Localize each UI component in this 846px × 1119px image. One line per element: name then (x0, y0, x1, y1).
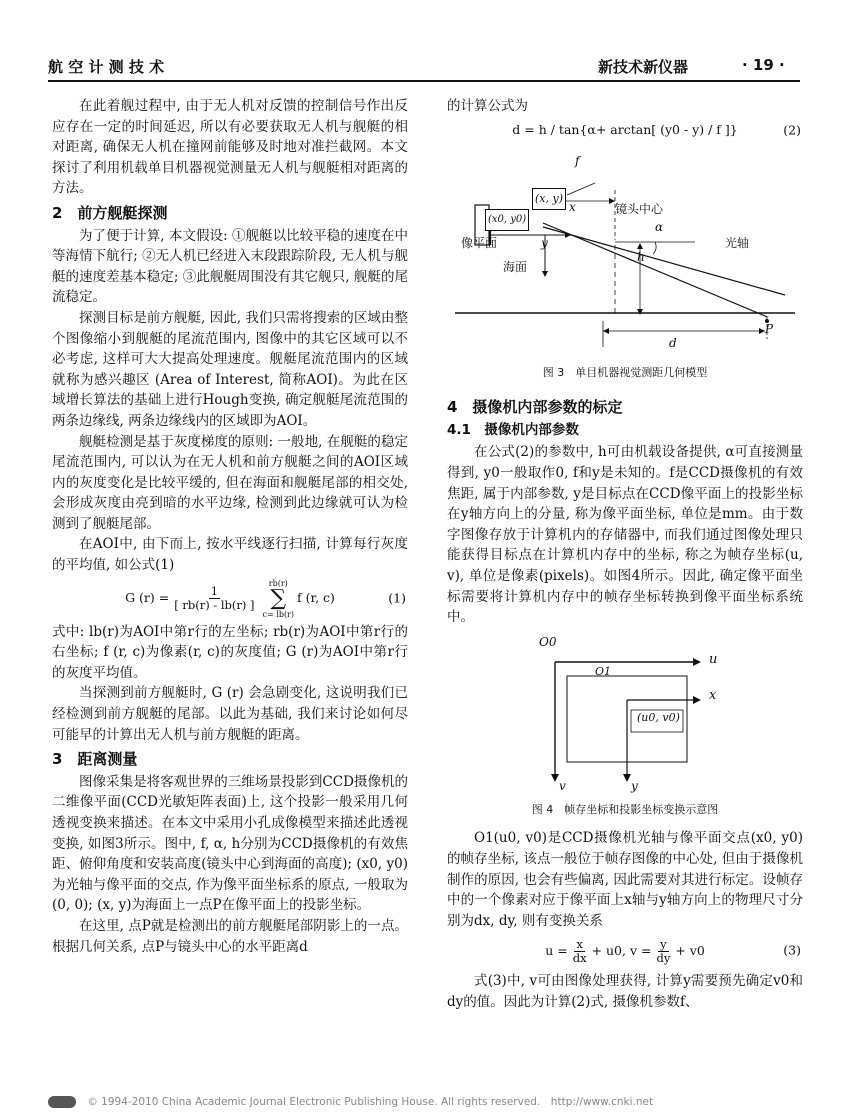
paragraph: 式中: lb(r)为AOI中第r行的左坐标; rb(r)为AOI中第r行的右坐标; f (r, c)为像素(r, c)的灰度值; G (r)为AOI中第r行的灰度平均值。 (52, 623, 408, 681)
fig3-label-y: y (541, 235, 548, 250)
fig3-label-alpha: α (655, 219, 664, 234)
paragraph: 在AOI中, 由下而上, 按水平线逐行扫描, 计算每行灰度的平均值, 如公式(1) (52, 536, 408, 574)
paragraph: O1(u0, v0)是CCD摄像机光轴与像平面交点(x0, y0)的帧存坐标, 该点一般位于帧存图像的中心处, 但由于摄像机制作的原因, 也会有些偏离, 因此需要对其进行标定。设帧存中的一个像素对应于像平面上x轴与y轴方向上的物理尺寸分别为dx, dy, 则有变换关系 (447, 830, 803, 929)
paragraph: 为了便于计算, 本文假设: ①舰艇以比较平稳的速度在中等海情下航行; ②无人机已经进入末段跟踪阶段, 无人机与舰艇的速度差基本稳定; ③此舰艇周围没有其它舰只, 舰艇的尾流稳定。 (52, 227, 408, 306)
eq1-fraction (172, 585, 256, 612)
eq1-numerator: 1 (210, 584, 219, 599)
journal-title: 航 空 计 测 技 术 (48, 58, 165, 76)
fig4-label-O1: O1 (595, 664, 612, 678)
eq3-mid: + u0, v = (591, 942, 652, 958)
fig3-label-f: f (575, 153, 580, 168)
section-title: 新技术新仪器 (598, 58, 689, 76)
fig3-label-optical-axis: 光轴 (725, 235, 750, 250)
eq1-sum-bottom: c= lb(r) (262, 609, 295, 619)
eq3-dx: dx (572, 950, 587, 965)
eq3-dy: dy (656, 950, 671, 965)
fig3-label-x: x (569, 199, 576, 214)
eq3-end: + v0 (675, 942, 705, 958)
fig3-label-h: h (637, 249, 645, 264)
eq3-fraction-y (654, 938, 672, 965)
fig3-label-d: d (669, 335, 677, 350)
subsection-heading: 4.1 摄像机内部参数 (447, 421, 579, 438)
equation-number: (3) (783, 942, 801, 958)
eq3-u: u = (545, 942, 568, 958)
left-column (52, 96, 408, 957)
equation-3 (447, 931, 803, 971)
paragraph: 在公式(2)的参数中, h可由机载设备提供, α可直接测量得到, y0一般取作0, f和y是未知的。f是CCD摄像机的有效焦距, 属于内部参数, y是目标点在CCD像平面上的投影坐标在y轴方向上的分量, 称为像平面坐标, 单位是mm。由于数字图像存放于计算机内的存储器中, 而我们通过图像处理只能获得目标点在计算机内存中的坐标, 称之为帧存坐标(u, v), 单位是像素(pixels)。如图4所示。因此, 确定像平面坐标需要将计算机内存中的帧存坐标转换到像平面坐标系统中。 (447, 444, 803, 626)
page-number: · 19 · (742, 56, 785, 74)
fig3-label-image-plane: 像平面 (461, 235, 498, 250)
section-heading: 3 距离测量 (52, 750, 138, 769)
paragraph: 当探测到前方舰艇时, G (r) 会急剧变化, 这说明我们已经检测到前方舰艇的尾部。以此为基础, 我们来讨论如何尽可能早的计算出无人机与前方舰艇的距离。 (52, 685, 408, 743)
fig4-label-u: u (709, 651, 718, 667)
fig4-label-v: v (559, 778, 566, 793)
paragraph: 式(3)中, v可由图像处理获得, 计算y需要预先确定v0和dy的值。因此为计算(2)式, 摄像机参数f、 (447, 973, 803, 1010)
fig3-label-P: P (765, 321, 774, 336)
footer-copyright: © 1994-2010 China Academic Journal Electronic Publishing House. All rights reserved. http://www.cnki.net (87, 1096, 654, 1108)
eq1-denominator: [ rb(r) - lb(r) ] (174, 598, 255, 613)
fig3-label-x0y0: (x0, y0) (485, 209, 529, 232)
equation-2 (447, 117, 803, 145)
fig4-label-O0: O0 (539, 634, 557, 649)
section-heading: 2 前方舰艇探测 (52, 203, 168, 222)
figure-3-caption: 图 3 单目机器视觉测距几何模型 (542, 365, 708, 379)
equation-number: (1) (388, 590, 406, 606)
footer (48, 1094, 800, 1109)
eq1-sum (263, 579, 294, 619)
sum-icon: ∑ (270, 585, 287, 611)
eq3-fraction-x (571, 938, 589, 965)
paragraph: 舰艇检测是基于灰度梯度的原则: 一般地, 在舰艇的稳定尾流范围内, 可以认为在无人机和前方舰艇之间的AOI区域内的灰度变化是比较平缓的, 但在海面和舰艇尾部的相交处, 会形成灰度由亮到暗的水平边缘, 检测到此边缘就可认为检测到了舰艇尾部。 (52, 433, 408, 532)
fig3-label-xy: (x, y) (532, 188, 566, 211)
fig4-label-x: x (709, 687, 717, 703)
equation-number: (2) (783, 122, 801, 138)
eq1-sum-top: rb(r) (268, 578, 288, 588)
cnki-logo-icon (48, 1096, 76, 1108)
paragraph: 在此着舰过程中, 由于无人机对反馈的控制信号作出反应存在一定的时间延迟, 所以有必要获取无人机与舰艇的相对距离, 确保无人机在撞网前能够及时地对准拦截网。本文探讨了利用机载单目机器视觉测量无人机与舰艇相对距离的方法。 (52, 98, 408, 197)
right-column (447, 96, 803, 1012)
equation-1 (52, 576, 408, 622)
fig3-label-sea: 海面 (503, 259, 528, 274)
eq1-rhs: f (r, c) (297, 590, 335, 606)
eq3-x: x (576, 936, 583, 951)
paragraph: 探测目标是前方舰艇, 因此, 我们只需将搜索的区域由整个图像缩小到舰艇的尾流范围内, 图像中的其它区域可以不必考虑, 这样可大大提高处理速度。舰艇尾流范围内的区域就称为感兴趣区 (Area of Interest, 简称AOI)。为此在区域增长算法的基础上进行Hough变换, 确定舰艇尾流范围的两条边缘线, 两条边缘线内的区域即为AOI。 (52, 309, 408, 429)
eq3-y: y (660, 936, 667, 951)
figure-3-bottom (455, 317, 795, 353)
fig3-label-lens-center: 镜头中心 (615, 201, 664, 216)
paragraph: 在这里, 点P就是检测出的前方舰艇尾部阴影上的一点。根据几何关系, 点P与镜头中心的水平距离d (52, 917, 408, 955)
figure-4-caption: 图 4 帧存坐标和投影坐标变换示意图 (531, 802, 719, 816)
eq1-lhs: G (r) = (125, 590, 170, 606)
section-heading: 4 摄像机内部参数的标定 (447, 398, 623, 417)
eq2-body: d = h / tan{α+ arctan[ (y0 - y) / f ]} (512, 122, 738, 138)
header-rule (48, 80, 800, 82)
fig4-label-y: y (631, 778, 638, 793)
paragraph: 的计算公式为 (447, 98, 528, 114)
fig4-label-u0v0: (u0, v0) (637, 710, 680, 724)
paragraph: 图像采集是将客观世界的三维场景投影到CCD摄像机的二维像平面(CCD光敏矩阵表面)上, 这个投影一般采用几何透视变换来描述。在本文中采用小孔成像模型来描述此透视变换, 如图3所示。图中, f, α, h分别为CCD摄像机的有效焦距、俯仰角度和安装高度(镜头中心到海面的高度); (x0, y0)为光轴与像平面的交点, 作为像平面坐标系的原点, 一般取为(0, 0); (x, y)为海面上一点P在像平面上的投影坐标。 (52, 773, 408, 914)
